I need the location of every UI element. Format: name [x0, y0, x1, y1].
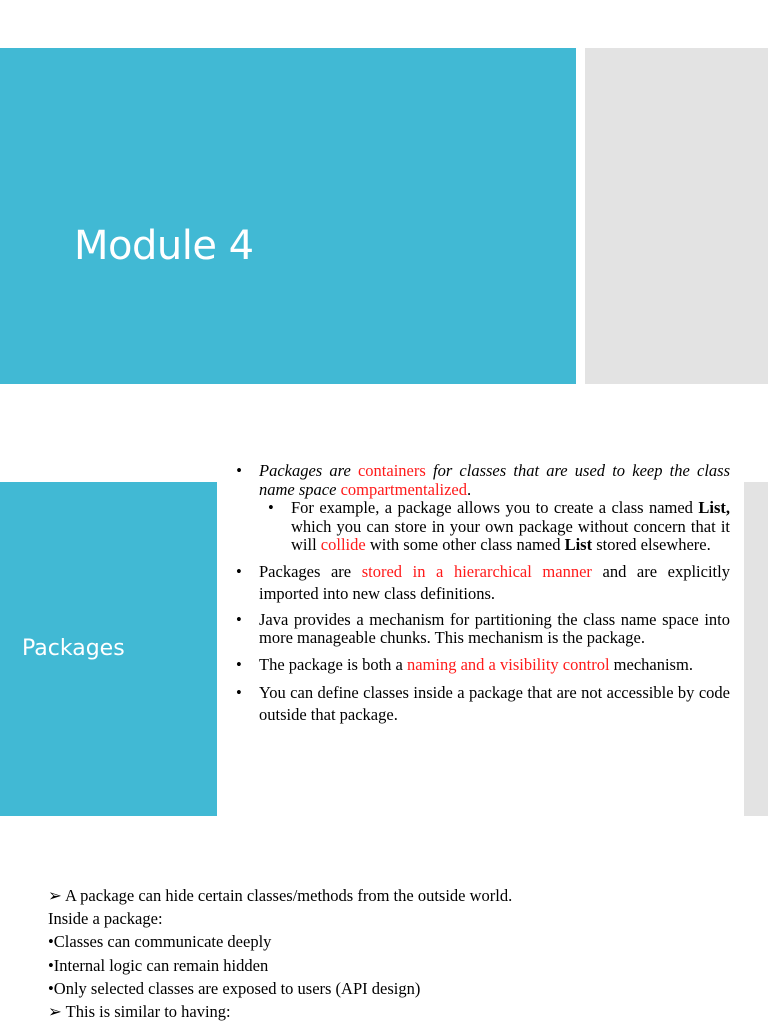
body-text: [48, 884, 512, 1023]
text-line: •Only selected classes are exposed to users (API design): [48, 978, 421, 998]
text-line: •Internal logic can remain hidden: [48, 955, 269, 975]
bullet-text: for classes that are used to keep the class name space: [259, 461, 730, 499]
bullet-item: [236, 654, 730, 676]
sub-bullet-item: [236, 499, 730, 555]
text-line: ➢ This is similar to having:: [48, 1002, 231, 1022]
bullet-text: Java provides a mechanism for partitioning the class name space into more manageable chunks. This mechanism is the package.: [259, 609, 730, 647]
slide-package-hiding: [0, 876, 768, 1024]
side-panel: [744, 482, 768, 816]
slide-packages: [0, 458, 768, 818]
bullet-text: Packages are: [259, 461, 358, 480]
bullet-list: [236, 462, 730, 726]
bullet-text: mechanism.: [609, 654, 693, 674]
highlight-text: naming and a visibility control: [406, 654, 610, 674]
text-line: ➢ A package can hide certain classes/methods from the outside world.: [48, 886, 513, 905]
bullet-text: The package is both a: [259, 654, 407, 674]
bold-text: List: [564, 535, 593, 554]
highlight-text: containers: [357, 461, 426, 480]
side-panel: [585, 48, 768, 384]
bullet-text: and are explicitly imported into new class definitions.: [259, 561, 730, 603]
bullet-item: [236, 682, 730, 726]
highlight-text: collide: [320, 535, 366, 554]
highlight-text: compartmentalized: [340, 479, 468, 499]
slide-title: Module 4: [74, 223, 254, 269]
bullet-text: with some other class named: [365, 535, 565, 554]
bullet-text: .: [467, 479, 472, 499]
bullet-text: You can define classes inside a package that are not accessible by code outside that package.: [259, 682, 730, 724]
highlight-text: stored in a hierarchical manner: [361, 561, 592, 581]
slide-title: Packages: [22, 636, 125, 661]
text-line: Inside a package:: [48, 909, 163, 929]
bullet-text: which you can store in your own package without concern that it will: [291, 516, 730, 554]
title-band: [0, 48, 576, 384]
bullet-text: For example, a package allows you to create a class named: [291, 498, 699, 517]
bold-text: List,: [698, 498, 730, 517]
text-line: •Classes can communicate deeply: [48, 932, 272, 952]
bullet-item: [236, 561, 730, 605]
bullet-item: [236, 462, 730, 499]
bullet-text: stored elsewhere.: [592, 535, 711, 554]
slide-module-title: [0, 48, 768, 384]
bullet-item: [236, 611, 730, 648]
bullet-text: Packages are: [259, 561, 362, 581]
